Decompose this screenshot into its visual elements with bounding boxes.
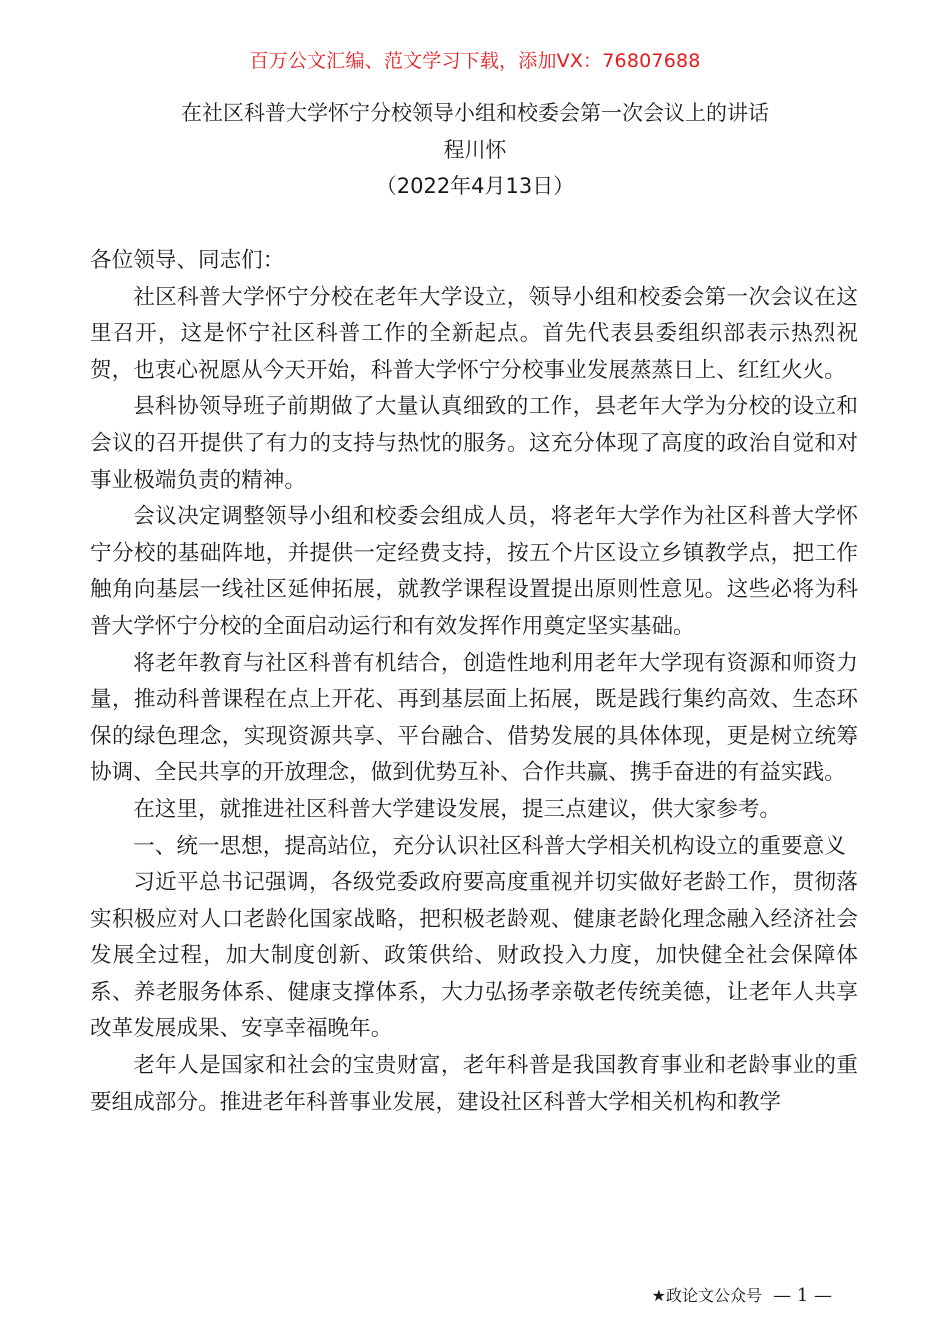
document-body (90, 243, 858, 1121)
paragraph-1: 社区科普大学怀宁分校在老年大学设立，领导小组和校委会第一次会议在这里召开，这是怀宁社区科普工作的全新起点。首先代表县委组织部表示热烈祝贺，也衷心祝愿从今天开始，科普大学怀宁分校事业发展蒸蒸日上、红红火火。 (90, 284, 858, 383)
paragraph-6: 习近平总书记强调，各级党委政府要高度重视并切实做好老龄工作，贯彻落实积极应对人口老龄化国家战略，把积极老龄观、健康老龄化理念融入经济社会发展全过程，加大制度创新、政策供给、财政投入力度，加快健全社会保障体系、养老服务体系、健康支撑体系，大力弘扬孝亲敬老传统美德，让老年人共享改革发展成果、安享幸福晚年。 (90, 870, 858, 1042)
section-heading-1: 一、统一思想，提高站位，充分认识社区科普大学相关机构设立的重要意义 (133, 833, 846, 859)
paragraph-4: 将老年教育与社区科普有机结合，创造性地利用老年大学现有资源和师资力量，推动科普课程在点上开花、再到基层面上拓展，既是践行集约高效、生态环保的绿色理念，实现资源共享、平台融合、借势发展的具体体现，更是树立统筹协调、全民共享的开放理念，做到优势互补、合作共赢、携手奋进的有益实践。 (90, 650, 858, 786)
footer-source: ★政论文公众号 (651, 1286, 762, 1305)
page-number: — 1 — (773, 1285, 832, 1306)
paragraph-7: 老年人是国家和社会的宝贵财富，老年科普是我国教育事业和老龄事业的重要组成部分。推进老年科普事业发展，建设社区科普大学相关机构和教学 (90, 1053, 858, 1115)
page-footer (652, 1283, 832, 1306)
salutation: 各位领导、同志们： (90, 248, 285, 273)
document-title: 在社区科普大学怀宁分校领导小组和校委会第一次会议上的讲话 (181, 101, 769, 125)
author-name: 程川怀 (443, 138, 507, 162)
paragraph-5: 在这里，就推进社区科普大学建设发展，提三点建议，供大家参考。 (133, 796, 782, 822)
paragraph-2: 县科协领导班子前期做了大量认真细致的工作，县老年大学为分校的设立和会议的召开提供了有力的支持与热忱的服务。这充分体现了高度的政治自觉和对事业极端负责的精神。 (90, 394, 858, 493)
download-banner: 百万公文汇编、范文学习下载，添加VX：76807688 (249, 50, 701, 72)
speech-date: （2022年4月13日） (375, 174, 575, 198)
paragraph-3: 会议决定调整领导小组和校委会组成人员，将老年大学作为社区科普大学怀宁分校的基础阵地，并提供一定经费支持，按五个片区设立乡镇教学点，把工作触角向基层一线社区延伸拓展，就教学课程设置提出原则性意见。这些必将为科普大学怀宁分校的全面启动运行和有效发挥作用奠定坚实基础。 (90, 504, 858, 639)
